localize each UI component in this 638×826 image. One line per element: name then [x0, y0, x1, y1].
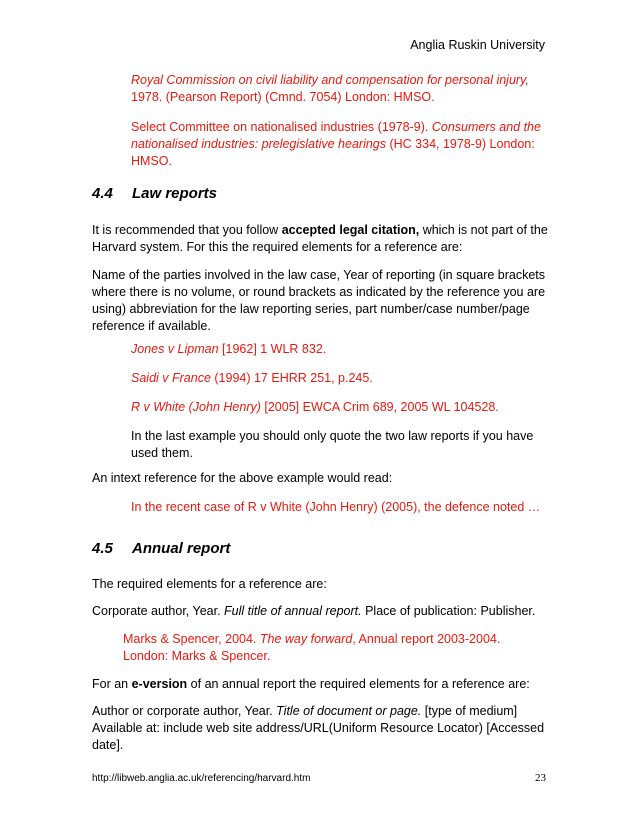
- reference-title: Royal Commission on civil liability and compensation for personal injury,: [131, 73, 529, 87]
- section-heading-annual-report: [92, 540, 230, 557]
- law-report-example-3: [131, 399, 561, 416]
- footer-url: http://libweb.anglia.ac.uk/referencing/harvard.htm: [92, 773, 311, 784]
- format-title: Full title of annual report.: [224, 604, 362, 618]
- format-details: [type of medium] Available at: include web site address/URL(Uniform Resource Locator) [Accessed date].: [92, 704, 545, 752]
- intro-bold: accepted legal citation,: [281, 223, 420, 237]
- example-title: The way forward: [259, 632, 353, 646]
- law-report-example-1: [131, 341, 561, 358]
- law-reports-elements: Name of the parties involved in the law case, Year of reporting (in square brackets where there is no volume, or round brackets as indicated by the reference you are using) abbreviation for the law reporting series, part number/case number/page reference if available.: [92, 268, 546, 333]
- annual-report-format: [92, 603, 562, 620]
- e-version-label: [92, 676, 562, 693]
- format-author-year: Author or corporate author, Year.: [92, 704, 277, 718]
- intro-text: It is recommended that you follow: [92, 223, 282, 237]
- example-details: , Annual report 2003-2004. London: Marks & Spencer.: [123, 632, 501, 663]
- reference-royal-commission: [131, 72, 561, 106]
- intext-label: An intext reference for the above example would read:: [92, 471, 393, 485]
- case-name: R v White (John Henry): [131, 400, 261, 414]
- law-report-note: In the last example you should only quote the two law reports if you have used them.: [131, 429, 534, 460]
- case-name: Jones v Lipman: [131, 342, 219, 356]
- reference-details: (HC 334, 1978-9) London: HMSO.: [131, 137, 535, 168]
- reference-title: Consumers and the nationalised industries: prelegislative hearings: [131, 120, 541, 151]
- e-version-text-rest: of an annual report the required elements for a reference are:: [187, 677, 530, 691]
- section-number: 4.4: [92, 185, 113, 202]
- intro-text-rest: which is not part of the Harvard system. For this the required elements for a reference are:: [92, 223, 548, 254]
- case-citation: [1962] 1 WLR 832.: [218, 342, 327, 356]
- case-name: Saidi v France: [131, 371, 211, 385]
- section-heading-law-reports: [92, 185, 217, 202]
- reference-select-committee: [131, 119, 561, 170]
- case-citation: (1994) 17 EHRR 251, p.245.: [210, 371, 373, 385]
- e-version-bold: e-version: [131, 677, 188, 691]
- section-number: 4.5: [92, 540, 113, 557]
- intext-example: In the recent case of R v White (John Henry) (2005), the defence noted …: [131, 500, 541, 514]
- law-reports-intro: [92, 222, 562, 256]
- format-author-year: Corporate author, Year.: [92, 604, 225, 618]
- section-title: Annual report: [132, 540, 231, 557]
- section-title: Law reports: [132, 185, 218, 202]
- case-citation: [2005] EWCA Crim 689, 2005 WL 104528.: [260, 400, 499, 414]
- page-number: 23: [535, 772, 546, 784]
- law-report-example-2: [131, 370, 561, 387]
- header-organization: Anglia Ruskin University: [410, 38, 545, 52]
- e-version-format: [92, 703, 552, 754]
- format-title: Title of document or page.: [276, 704, 422, 718]
- reference-details: 1978. (Pearson Report) (Cmnd. 7054) London: HMSO.: [131, 90, 435, 104]
- annual-report-example: [123, 631, 523, 665]
- e-version-text: For an: [92, 677, 132, 691]
- example-author-year: Marks & Spencer, 2004.: [123, 632, 260, 646]
- format-publisher: Place of publication: Publisher.: [361, 604, 536, 618]
- reference-author: Select Committee on nationalised industries (1978-9).: [131, 120, 432, 134]
- annual-report-elements-label: The required elements for a reference are:: [92, 577, 327, 591]
